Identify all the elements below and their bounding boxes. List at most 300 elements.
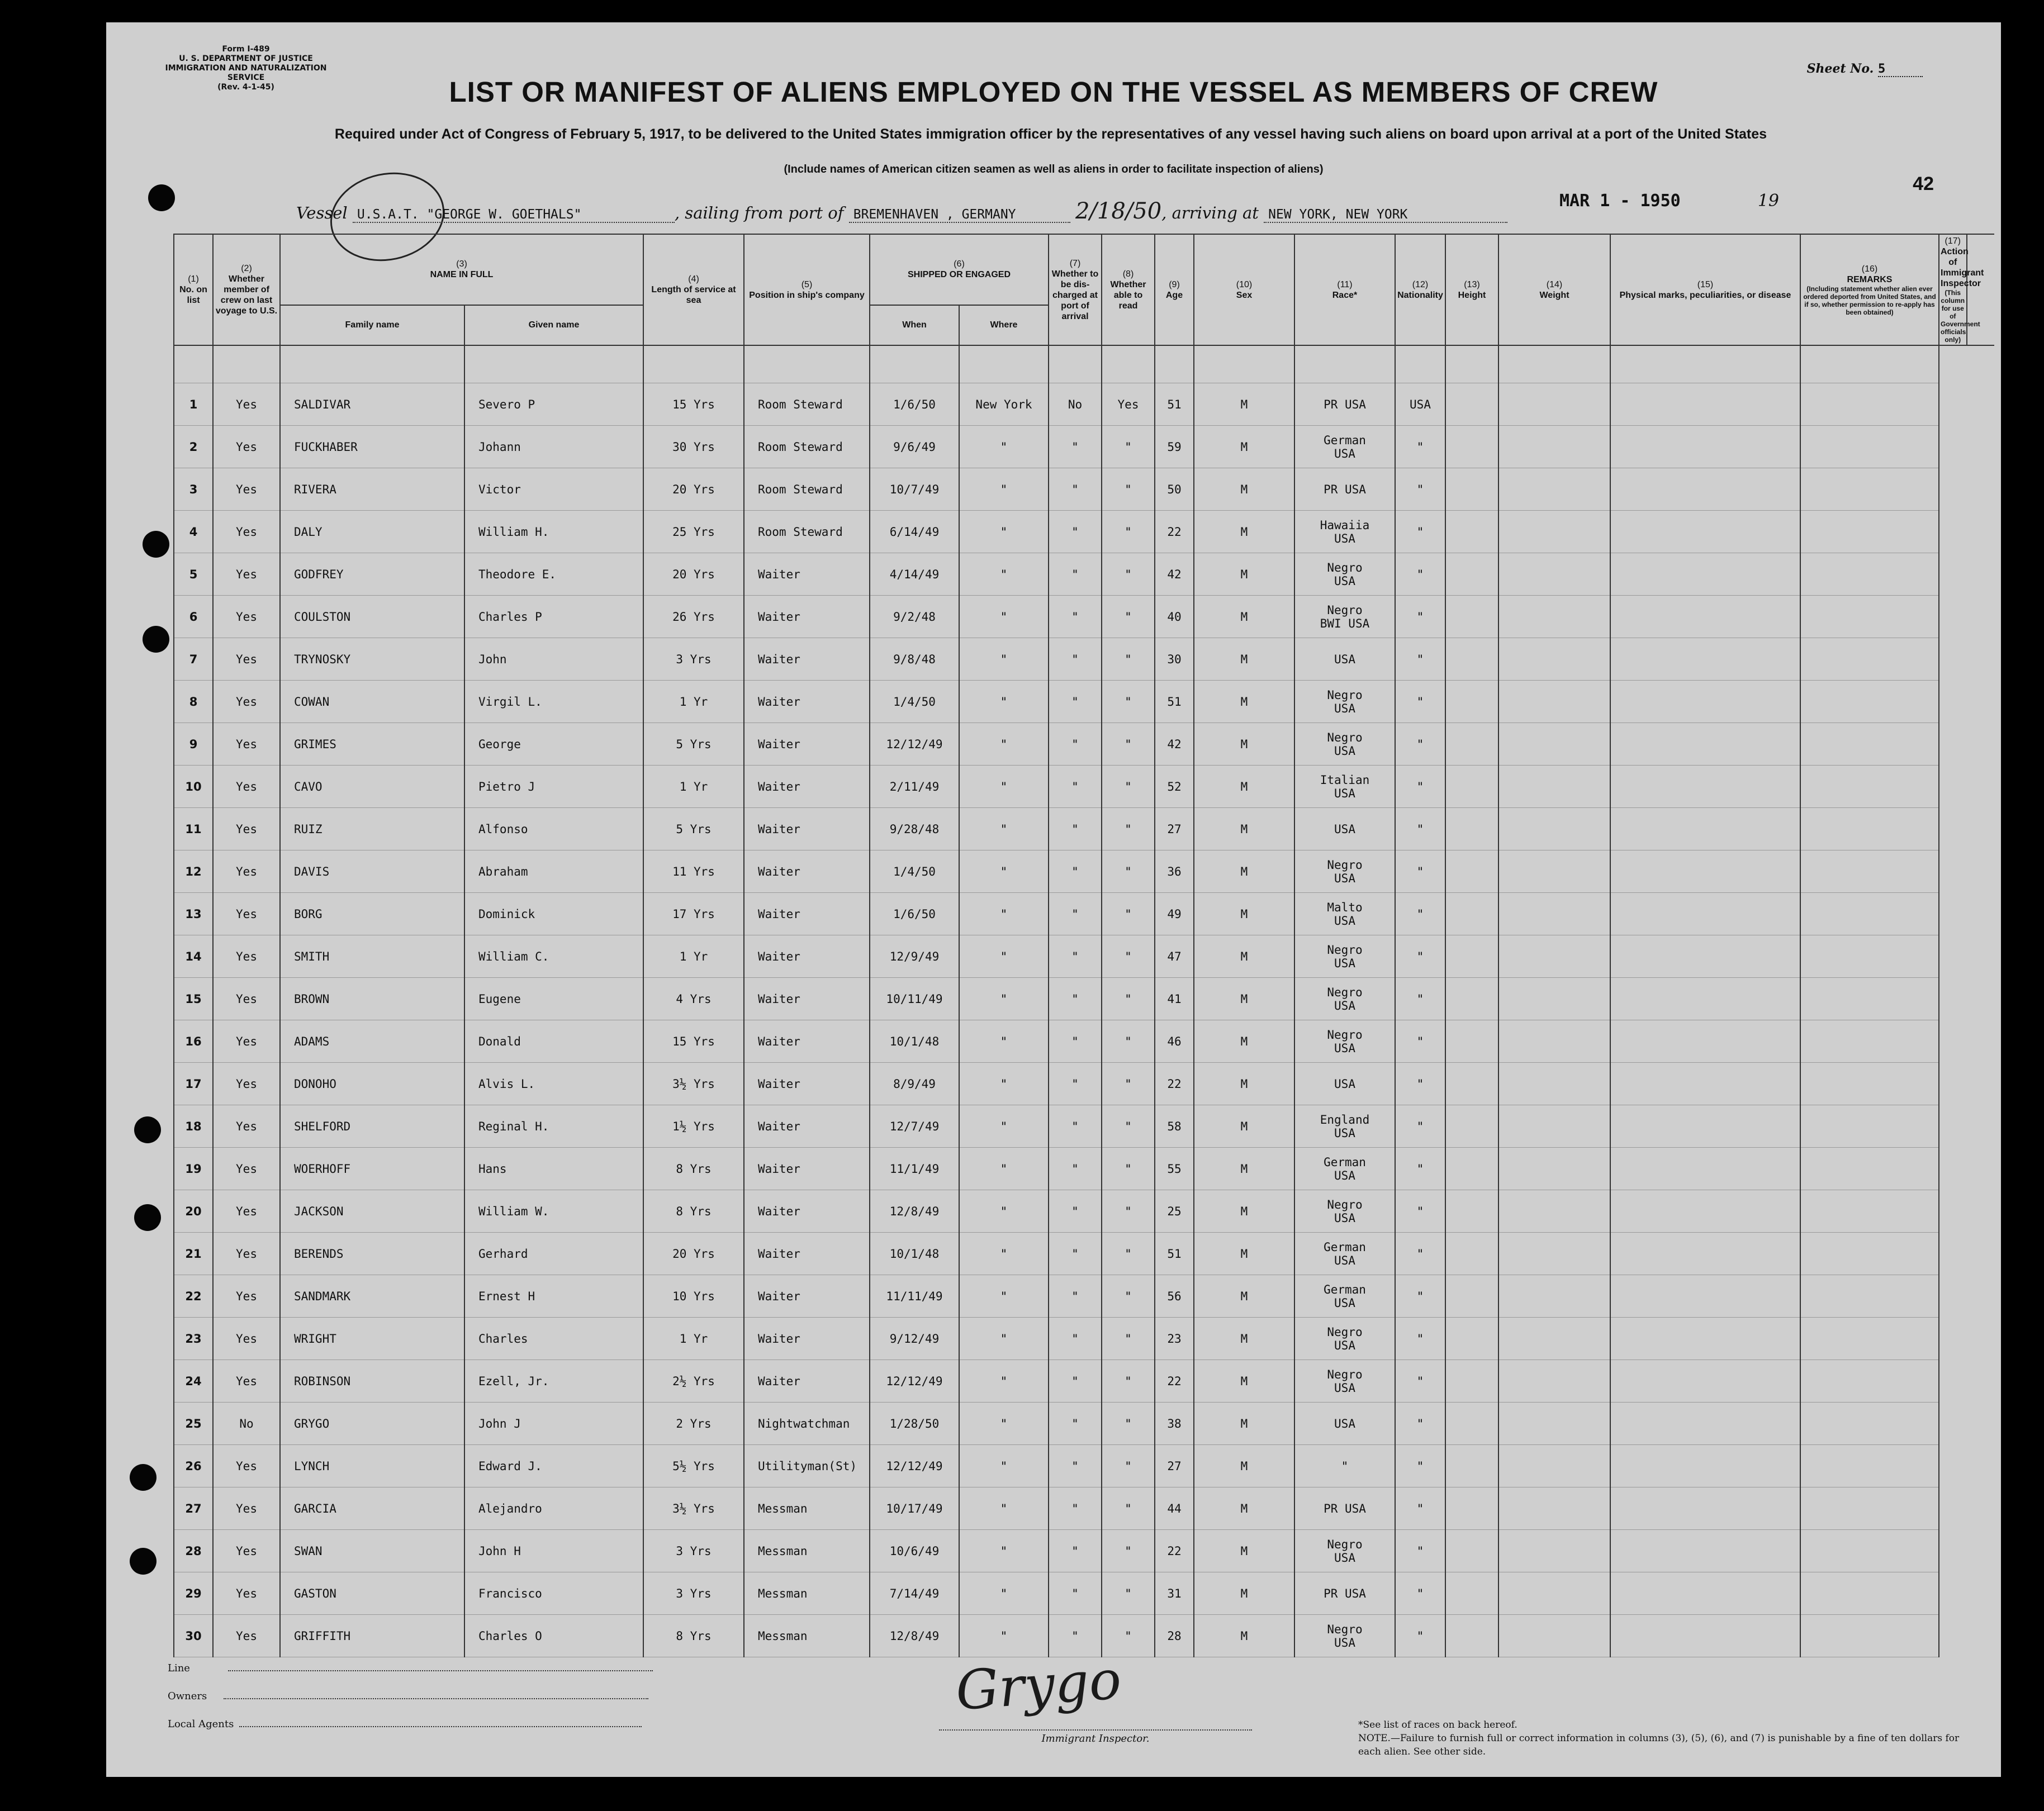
shipped-where-cell: " <box>959 935 1049 978</box>
given-name-cell: Eugene <box>464 978 643 1020</box>
nationality-cell: " <box>1395 935 1445 978</box>
shipped-where-cell: " <box>959 1403 1049 1445</box>
height-cell <box>1445 850 1498 893</box>
race-line-1: Negro <box>1327 1197 1363 1211</box>
shipped-when-cell: 9/8/48 <box>870 638 959 681</box>
position-cell: Waiter <box>744 638 870 681</box>
remarks-cell <box>1800 553 1939 596</box>
last-voyage-cell: Yes <box>213 1275 280 1318</box>
physical-marks-cell <box>1610 596 1800 638</box>
length-service-cell: 1½ Yrs <box>643 1105 744 1148</box>
race-cell <box>1294 1275 1395 1318</box>
length-service-cell: 2 Yrs <box>643 1403 744 1445</box>
last-voyage-cell: Yes <box>213 681 280 723</box>
remarks-cell <box>1800 596 1939 638</box>
remarks-cell <box>1800 1105 1939 1148</box>
height-cell <box>1445 383 1498 426</box>
remarks-cell <box>1800 1233 1939 1275</box>
last-voyage-cell: Yes <box>213 1615 280 1657</box>
shipped-when-cell: 9/12/49 <box>870 1318 959 1360</box>
last-voyage-cell: Yes <box>213 766 280 808</box>
race-line-1: Negro <box>1327 688 1363 702</box>
age-cell: 22 <box>1155 511 1194 553</box>
physical-marks-cell <box>1610 426 1800 468</box>
sex-cell: M <box>1194 808 1294 850</box>
last-voyage-cell: Yes <box>213 723 280 766</box>
remarks-cell <box>1800 1360 1939 1403</box>
race-line-2: USA <box>1334 871 1355 885</box>
able-to-read-cell: " <box>1102 468 1155 511</box>
discharged-cell: " <box>1049 1360 1102 1403</box>
nationality-cell: " <box>1395 1233 1445 1275</box>
able-to-read-cell: " <box>1102 1318 1155 1360</box>
able-to-read-cell: " <box>1102 1360 1155 1403</box>
length-service-cell: 5 Yrs <box>643 808 744 850</box>
remarks-cell <box>1800 1020 1939 1063</box>
age-cell: 28 <box>1155 1615 1194 1657</box>
weight-cell <box>1498 1360 1610 1403</box>
position-cell: Messman <box>744 1615 870 1657</box>
sailing-label: , sailing from port of <box>674 203 844 222</box>
line-field <box>168 1662 653 1674</box>
position-cell: Waiter <box>744 1190 870 1233</box>
weight-cell <box>1498 511 1610 553</box>
race-line-2: USA <box>1334 914 1355 928</box>
nationality-cell: " <box>1395 893 1445 935</box>
family-name-cell: RUIZ <box>280 808 464 850</box>
table-row <box>174 553 1994 596</box>
table-row <box>174 383 1994 426</box>
shipped-where-cell: " <box>959 426 1049 468</box>
physical-marks-cell <box>1610 1572 1800 1615</box>
remarks-cell <box>1800 511 1939 553</box>
row-number: 30 <box>174 1615 213 1657</box>
height-cell <box>1445 1063 1498 1105</box>
weight-cell <box>1498 850 1610 893</box>
physical-marks-cell <box>1610 468 1800 511</box>
remarks-cell <box>1800 978 1939 1020</box>
race-line-1: German <box>1324 1282 1366 1296</box>
position-cell: Waiter <box>744 935 870 978</box>
shipped-when-cell: 6/14/49 <box>870 511 959 553</box>
length-service-cell: 20 Yrs <box>643 468 744 511</box>
position-cell: Waiter <box>744 1020 870 1063</box>
col-remarks-header: (16) REMARKS (Including statement whether alien ever ordered deported from United States, and if so, whether permission to re-apply has been obtained) <box>1800 234 1939 345</box>
position-cell: Waiter <box>744 723 870 766</box>
race-cell <box>1294 1403 1395 1445</box>
weight-cell <box>1498 808 1610 850</box>
position-cell: Nightwatchman <box>744 1403 870 1445</box>
position-cell: Waiter <box>744 1275 870 1318</box>
position-cell: Waiter <box>744 1233 870 1275</box>
length-service-cell: 15 Yrs <box>643 383 744 426</box>
table-row <box>174 511 1994 553</box>
race-line-2: USA <box>1334 1211 1355 1225</box>
discharged-cell: " <box>1049 723 1102 766</box>
physical-marks-cell <box>1610 935 1800 978</box>
given-name-cell: William W. <box>464 1190 643 1233</box>
family-name-cell: GASTON <box>280 1572 464 1615</box>
punch-hole <box>134 1204 161 1231</box>
age-cell: 31 <box>1155 1572 1194 1615</box>
height-cell <box>1445 553 1498 596</box>
weight-cell <box>1498 893 1610 935</box>
given-name-cell: Gerhard <box>464 1233 643 1275</box>
race-line-2: USA <box>1334 1253 1355 1267</box>
race-line-2: USA <box>1334 956 1355 970</box>
nationality-cell: USA <box>1395 383 1445 426</box>
shipped-when-cell: 4/14/49 <box>870 553 959 596</box>
row-number: 16 <box>174 1020 213 1063</box>
shipped-where-cell: " <box>959 850 1049 893</box>
race-cell <box>1294 468 1395 511</box>
shipped-where-cell: " <box>959 1615 1049 1657</box>
last-voyage-cell: Yes <box>213 978 280 1020</box>
nationality-cell: " <box>1395 553 1445 596</box>
age-cell: 49 <box>1155 893 1194 935</box>
discharged-cell: " <box>1049 1105 1102 1148</box>
given-name-cell: Charles O <box>464 1615 643 1657</box>
race-cell <box>1294 808 1395 850</box>
position-cell: Waiter <box>744 850 870 893</box>
table-row <box>174 1572 1994 1615</box>
height-cell <box>1445 1487 1498 1530</box>
physical-marks-cell <box>1610 1403 1800 1445</box>
race-line-2: USA <box>1334 574 1355 588</box>
height-cell <box>1445 426 1498 468</box>
sex-cell: M <box>1194 978 1294 1020</box>
length-service-cell: 3½ Yrs <box>643 1487 744 1530</box>
family-name-cell: BORG <box>280 893 464 935</box>
age-cell: 41 <box>1155 978 1194 1020</box>
last-voyage-cell: Yes <box>213 426 280 468</box>
table-row <box>174 638 1994 681</box>
nationality-cell: " <box>1395 1318 1445 1360</box>
shipped-where-cell: " <box>959 1572 1049 1615</box>
last-voyage-cell: Yes <box>213 1360 280 1403</box>
height-cell <box>1445 893 1498 935</box>
sex-cell: M <box>1194 723 1294 766</box>
length-service-cell: 2½ Yrs <box>643 1360 744 1403</box>
given-name-cell: Severo P <box>464 383 643 426</box>
shipped-when-cell: 12/8/49 <box>870 1615 959 1657</box>
age-cell: 46 <box>1155 1020 1194 1063</box>
race-cell <box>1294 596 1395 638</box>
sex-cell: M <box>1194 1148 1294 1190</box>
length-service-cell: 17 Yrs <box>643 893 744 935</box>
nationality-cell: " <box>1395 766 1445 808</box>
manifest-sheet <box>106 22 2001 1777</box>
shipped-when-cell: 11/11/49 <box>870 1275 959 1318</box>
family-name-cell: SWAN <box>280 1530 464 1572</box>
race-line-1: England <box>1320 1113 1370 1126</box>
shipped-when-cell: 10/17/49 <box>870 1487 959 1530</box>
shipped-when-cell: 12/8/49 <box>870 1190 959 1233</box>
shipped-when-cell: 12/12/49 <box>870 1445 959 1487</box>
nationality-cell: " <box>1395 1105 1445 1148</box>
age-cell: 56 <box>1155 1275 1194 1318</box>
race-cell <box>1294 1233 1395 1275</box>
penalty-note: NOTE.—Failure to furnish full or correct information in columns (3), (5), (6), and (7) is punishable by a fine of ten dollars for each alien. See other side. <box>1358 1733 1960 1757</box>
punch-hole <box>148 184 175 211</box>
height-cell <box>1445 723 1498 766</box>
row-number: 3 <box>174 468 213 511</box>
sex-cell: M <box>1194 1487 1294 1530</box>
race-cell <box>1294 850 1395 893</box>
race-line-1: Negro <box>1327 1367 1363 1381</box>
col-nationality-header: (12) Nationality <box>1395 234 1445 345</box>
last-voyage-cell: Yes <box>213 511 280 553</box>
page-number: 42 <box>1913 173 1934 194</box>
age-cell: 42 <box>1155 723 1194 766</box>
manifest-subnote: (Include names of American citizen seamen as well as aliens in order to facilitate inspection of aliens) <box>784 163 1324 175</box>
race-line-1: Negro <box>1327 1622 1363 1636</box>
family-name-cell: GODFREY <box>280 553 464 596</box>
remarks-cell <box>1800 766 1939 808</box>
sex-cell: M <box>1194 383 1294 426</box>
shipped-where-cell: " <box>959 1445 1049 1487</box>
weight-cell <box>1498 935 1610 978</box>
table-row <box>174 935 1994 978</box>
given-name-cell: Edward J. <box>464 1445 643 1487</box>
able-to-read-cell: " <box>1102 426 1155 468</box>
race-line-1: Negro <box>1327 1325 1363 1339</box>
position-cell: Messman <box>744 1530 870 1572</box>
race-cell <box>1294 1318 1395 1360</box>
length-service-cell: 1 Yr <box>643 681 744 723</box>
weight-cell <box>1498 1318 1610 1360</box>
family-name-cell: SMITH <box>280 935 464 978</box>
race-cell <box>1294 766 1395 808</box>
row-number: 11 <box>174 808 213 850</box>
shipped-where-cell: " <box>959 638 1049 681</box>
last-voyage-cell: Yes <box>213 553 280 596</box>
age-cell: 27 <box>1155 1445 1194 1487</box>
row-number: 7 <box>174 638 213 681</box>
owners-label: Owners <box>168 1690 207 1702</box>
age-cell: 22 <box>1155 1063 1194 1105</box>
shipped-when-cell: 10/1/48 <box>870 1233 959 1275</box>
shipped-where-cell: " <box>959 723 1049 766</box>
table-row <box>174 1020 1994 1063</box>
discharged-cell: " <box>1049 1063 1102 1105</box>
col-read-header: (8) Whether able to read <box>1102 234 1155 345</box>
physical-marks-cell <box>1610 1275 1800 1318</box>
age-cell: 40 <box>1155 596 1194 638</box>
race-line-1: German <box>1324 1240 1366 1254</box>
remarks-cell <box>1800 1148 1939 1190</box>
nationality-cell: " <box>1395 638 1445 681</box>
race-line-2: BWI USA <box>1320 616 1370 630</box>
nationality-cell: " <box>1395 978 1445 1020</box>
col-physical-header: (15) Physical marks, peculiarities, or disease <box>1610 234 1800 345</box>
race-cell <box>1294 426 1395 468</box>
weight-cell <box>1498 1105 1610 1148</box>
length-service-cell: 20 Yrs <box>643 553 744 596</box>
given-name-cell: John J <box>464 1403 643 1445</box>
physical-marks-cell <box>1610 1445 1800 1487</box>
age-cell: 55 <box>1155 1148 1194 1190</box>
from-port: BREMENHAVEN , GERMANY <box>849 207 1070 223</box>
length-service-cell: 30 Yrs <box>643 426 744 468</box>
shipped-where-cell: " <box>959 1487 1049 1530</box>
age-cell: 42 <box>1155 553 1194 596</box>
age-cell: 36 <box>1155 850 1194 893</box>
length-service-cell: 8 Yrs <box>643 1190 744 1233</box>
discharged-cell: " <box>1049 426 1102 468</box>
table-row <box>174 1233 1994 1275</box>
position-cell: Waiter <box>744 1105 870 1148</box>
age-cell: 58 <box>1155 1105 1194 1148</box>
length-service-cell: 1 Yr <box>643 1318 744 1360</box>
race-cell <box>1294 681 1395 723</box>
remarks-cell <box>1800 1572 1939 1615</box>
row-number: 14 <box>174 935 213 978</box>
weight-cell <box>1498 1233 1610 1275</box>
table-row <box>174 681 1994 723</box>
physical-marks-cell <box>1610 1487 1800 1530</box>
table-row <box>174 978 1994 1020</box>
remarks-cell <box>1800 1445 1939 1487</box>
sex-cell: M <box>1194 1615 1294 1657</box>
physical-marks-cell <box>1610 1148 1800 1190</box>
race-cell <box>1294 1572 1395 1615</box>
form-id-line: Form I-489 <box>222 45 270 54</box>
physical-marks-cell <box>1610 1318 1800 1360</box>
family-name-cell: COULSTON <box>280 596 464 638</box>
discharged-cell: " <box>1049 1148 1102 1190</box>
able-to-read-cell: " <box>1102 808 1155 850</box>
given-name-cell: George <box>464 723 643 766</box>
race-cell <box>1294 935 1395 978</box>
physical-marks-cell <box>1610 1615 1800 1657</box>
family-name-cell: GRYGO <box>280 1403 464 1445</box>
age-cell: 22 <box>1155 1360 1194 1403</box>
physical-marks-cell <box>1610 383 1800 426</box>
punch-hole <box>130 1464 156 1491</box>
position-cell: Room Steward <box>744 383 870 426</box>
discharged-cell: " <box>1049 468 1102 511</box>
nationality-cell: " <box>1395 1148 1445 1190</box>
able-to-read-cell: " <box>1102 850 1155 893</box>
position-cell: Room Steward <box>744 426 870 468</box>
col-last-voyage-header: (2) Whether member of crew on last voyage to U.S. <box>213 234 280 345</box>
weight-cell <box>1498 1020 1610 1063</box>
row-number: 24 <box>174 1360 213 1403</box>
col-no-header: (1) No. on list <box>174 234 213 345</box>
punch-hole <box>134 1116 161 1143</box>
height-cell <box>1445 1275 1498 1318</box>
col-name-header: (3) NAME IN FULL <box>280 234 643 305</box>
table-row <box>174 1487 1994 1530</box>
sex-cell: M <box>1194 1445 1294 1487</box>
row-number: 17 <box>174 1063 213 1105</box>
family-name-cell: LYNCH <box>280 1445 464 1487</box>
height-cell <box>1445 1360 1498 1403</box>
shipped-where-cell: " <box>959 808 1049 850</box>
table-row <box>174 808 1994 850</box>
discharged-cell: " <box>1049 978 1102 1020</box>
shipped-when-cell: 10/7/49 <box>870 468 959 511</box>
family-name-cell: JACKSON <box>280 1190 464 1233</box>
shipped-where-cell: " <box>959 596 1049 638</box>
age-cell: 44 <box>1155 1487 1194 1530</box>
row-number: 4 <box>174 511 213 553</box>
col-sex-header: (10) Sex <box>1194 234 1294 345</box>
remarks-cell <box>1800 1275 1939 1318</box>
height-cell <box>1445 1445 1498 1487</box>
table-row <box>174 1403 1994 1445</box>
race-cell <box>1294 1360 1395 1403</box>
family-name-cell: SHELFORD <box>280 1105 464 1148</box>
length-service-cell: 5½ Yrs <box>643 1445 744 1487</box>
form-id-line: (Rev. 4-1-45) <box>217 83 274 92</box>
discharged-cell: " <box>1049 1275 1102 1318</box>
manifest-title: LIST OR MANIFEST OF ALIENS EMPLOYED ON THE VESSEL AS MEMBERS OF CREW <box>449 76 1658 108</box>
punch-hole <box>143 626 169 653</box>
race-cell <box>1294 1530 1395 1572</box>
col-action-header: (17) Action of Immigrant Inspector (This column for use of Government officials only) <box>1939 234 1967 345</box>
race-cell <box>1294 511 1395 553</box>
shipped-when-cell: 1/6/50 <box>870 893 959 935</box>
nationality-cell: " <box>1395 723 1445 766</box>
discharged-cell: " <box>1049 766 1102 808</box>
last-voyage-cell: Yes <box>213 1530 280 1572</box>
race-line-2: USA <box>1334 1338 1355 1352</box>
position-cell: Messman <box>744 1572 870 1615</box>
shipped-where-cell: New York <box>959 383 1049 426</box>
row-number: 26 <box>174 1445 213 1487</box>
header-row <box>174 234 1994 305</box>
race-line-2: PR USA <box>1324 482 1366 496</box>
length-service-cell: 1 Yr <box>643 935 744 978</box>
remarks-cell <box>1800 383 1939 426</box>
nationality-cell: " <box>1395 1360 1445 1403</box>
weight-cell <box>1498 1615 1610 1657</box>
row-number: 19 <box>174 1148 213 1190</box>
able-to-read-cell: " <box>1102 1233 1155 1275</box>
length-service-cell: 3 Yrs <box>643 638 744 681</box>
hand-date: 2/18/50 <box>1075 198 1162 224</box>
table-row <box>174 766 1994 808</box>
length-service-cell: 1 Yr <box>643 766 744 808</box>
nationality-cell: " <box>1395 1445 1445 1487</box>
given-name-cell: Ernest H <box>464 1275 643 1318</box>
sex-cell: M <box>1194 468 1294 511</box>
race-line-1: Negro <box>1327 560 1363 574</box>
sex-cell: M <box>1194 1020 1294 1063</box>
given-name-cell: William H. <box>464 511 643 553</box>
shipped-when-cell: 2/11/49 <box>870 766 959 808</box>
age-cell: 50 <box>1155 468 1194 511</box>
race-line-2: USA <box>1334 1381 1355 1395</box>
race-line-2: USA <box>1334 446 1355 460</box>
sex-cell: M <box>1194 1530 1294 1572</box>
race-line-2: USA <box>1334 1636 1355 1650</box>
age-cell: 51 <box>1155 1233 1194 1275</box>
position-cell: Room Steward <box>744 468 870 511</box>
family-name-cell: DALY <box>280 511 464 553</box>
table-row <box>174 1530 1994 1572</box>
race-cell <box>1294 553 1395 596</box>
physical-marks-cell <box>1610 1360 1800 1403</box>
length-service-cell: 8 Yrs <box>643 1148 744 1190</box>
physical-marks-cell <box>1610 1020 1800 1063</box>
race-cell <box>1294 1148 1395 1190</box>
nationality-cell: " <box>1395 1403 1445 1445</box>
race-cell <box>1294 978 1395 1020</box>
able-to-read-cell: " <box>1102 1572 1155 1615</box>
